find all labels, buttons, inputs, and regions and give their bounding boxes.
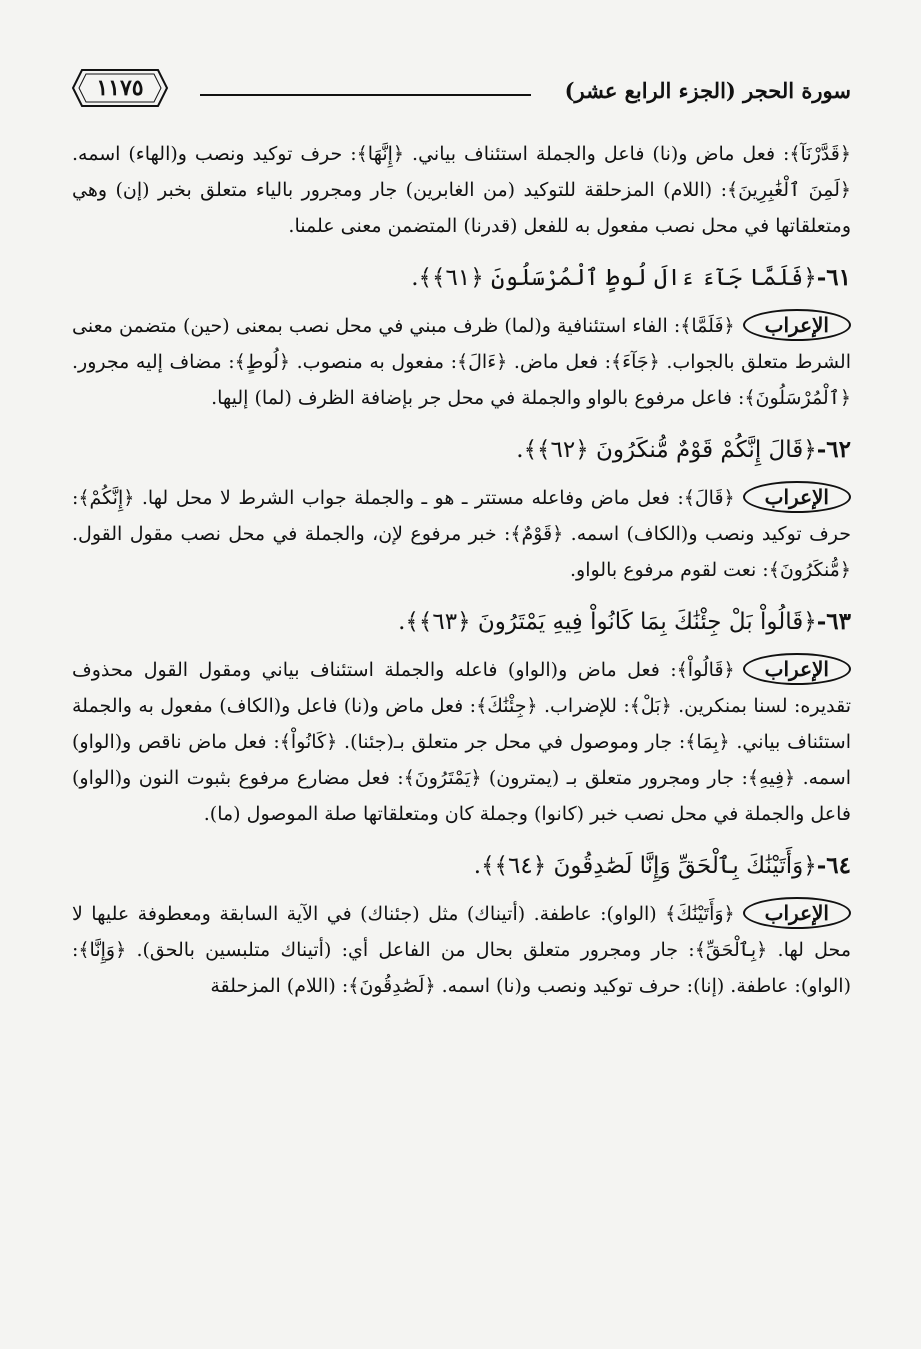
irab-label: الإعراب [743,481,851,513]
irab-label: الإعراب [743,897,851,929]
header-rule [200,94,531,96]
irab-paragraph [72,308,851,416]
verse-line [72,430,851,470]
irab-label: الإعراب [743,309,851,341]
paragraph-text: ﴿قَدَّرْنَآ﴾: فعل ماض و(نا) فاعل والجملة استئناف بياني. ﴿إِنَّهَا﴾: حرف توكيد ونصب و(الهاء) اسمه. ﴿لَمِنَ ٱلْغَٰبِرِينَ﴾: (اللام) المزحلقة للتوكيد (من الغابرين) جار ومجرور بالياء متعلق بخبر (إن) وهي ومتعلقاتها في محل نصب مفعول به للفعل (قدرنا) المتضمن معنى علمنا. [72,143,851,237]
verse-line [72,846,851,886]
text-paragraph [72,136,851,244]
verse-number: ٦٣- [816,608,851,635]
verse-text: ﴿قَالَ إِنَّكُمْ قَوْمٌ مُّنكَرُونَ ﴿٦٢﴾﴾. [516,437,817,463]
verse-line [72,602,851,642]
verse-number: ٦٢- [816,436,851,463]
irab-text: ﴿قَالَ﴾: فعل ماض وفاعله مستتر ـ هو ـ والجملة جواب الشرط لا محل لها. ﴿إِنَّكُمْ﴾: حرف توكيد ونصب و(الكاف) اسمه. ﴿قَوْمٌ﴾: خبر مرفوع لإن، والجملة في محل نصب مقول القول. ﴿مُّنكَرُونَ﴾: نعت لقوم مرفوع بالواو. [72,487,851,581]
verse-number: ٦٤- [816,852,851,879]
verse-text: ﴿قَالُواْ بَلْ جِئْنَٰكَ بِمَا كَانُواْ فِيهِ يَمْتَرُونَ ﴿٦٣﴾﴾. [398,609,817,635]
irab-text: ﴿وَأَتَيْنَٰكَ﴾ (الواو): عاطفة. (أتيناك) مثل (جئناك) في الآية السابقة ومعطوفة عليها لا محل لها. ﴿بِٱلْحَقِّ﴾: جار ومجرور متعلق بحال من الفاعل أي: (أتيناك متلبسين بالحق). ﴿وَإِنَّا﴾: (الواو): عاطفة. (إنا): حرف توكيد ونصب و(نا) اسمه. ﴿لَصَٰدِقُونَ﴾: (اللام) المزحلقة [72,903,851,997]
verse-text: ﴿فَلَمَّا جَآءَ ءَالَ لُوطٍ ٱلْمُرْسَلُونَ ﴿٦١﴾﴾. [411,265,817,291]
running-title: سورة الحجر (الجزء الرابع عشر) [564,78,851,103]
irab-label: الإعراب [743,653,851,685]
irab-paragraph [72,652,851,832]
verse-line [72,258,851,298]
page-header [70,66,851,116]
irab-text: ﴿قَالُواْ﴾: فعل ماض و(الواو) فاعله والجملة استئناف بياني ومقول القول محذوف تقديره: لسنا بمنكرين. ﴿بَلْ﴾: للإضراب. ﴿جِئْنَٰكَ﴾: فعل ماض و(نا) فاعل و(الكاف) مفعول به والجملة استئناف بياني. ﴿بِمَا﴾: جار وموصول في محل جر متعلق بـ(جئنا). ﴿كَانُواْ﴾: فعل ماض ناقص و(الواو) اسمه. ﴿فِيهِ﴾: جار ومجرور متعلق بـ (يمترون) ﴿يَمْتَرُونَ﴾: فعل مضارع مرفوع بثبوت النون و(الواو) فاعل والجملة في محل نصب خبر (كانوا) وجملة كان ومتعلقاتها صلة الموصول (ما). [72,659,851,825]
page-number: ١١٧٥ [96,75,144,101]
irab-text: ﴿فَلَمَّا﴾: الفاء استئنافية و(لما) ظرف مبني في محل نصب بمعنى (حين) متضمن معنى الشرط متعلق بالجواب. ﴿جَآءَ﴾: فعل ماض. ﴿ءَالَ﴾: مفعول به منصوب. ﴿لُوطٍ﴾: مضاف إليه مجرور. ﴿ٱلْمُرْسَلُونَ﴾: فاعل مرفوع بالواو والجملة في محل جر بإضافة الظرف (لما) إليها. [72,315,851,409]
page-number-frame [70,66,170,110]
irab-paragraph [72,896,851,1004]
page-body [72,136,851,1018]
verse-number: ٦١- [816,264,851,291]
irab-paragraph [72,480,851,588]
verse-text: ﴿وَأَتَيْنَٰكَ بِٱلْحَقِّ وَإِنَّا لَصَٰدِقُونَ ﴿٦٤﴾﴾. [473,853,817,879]
